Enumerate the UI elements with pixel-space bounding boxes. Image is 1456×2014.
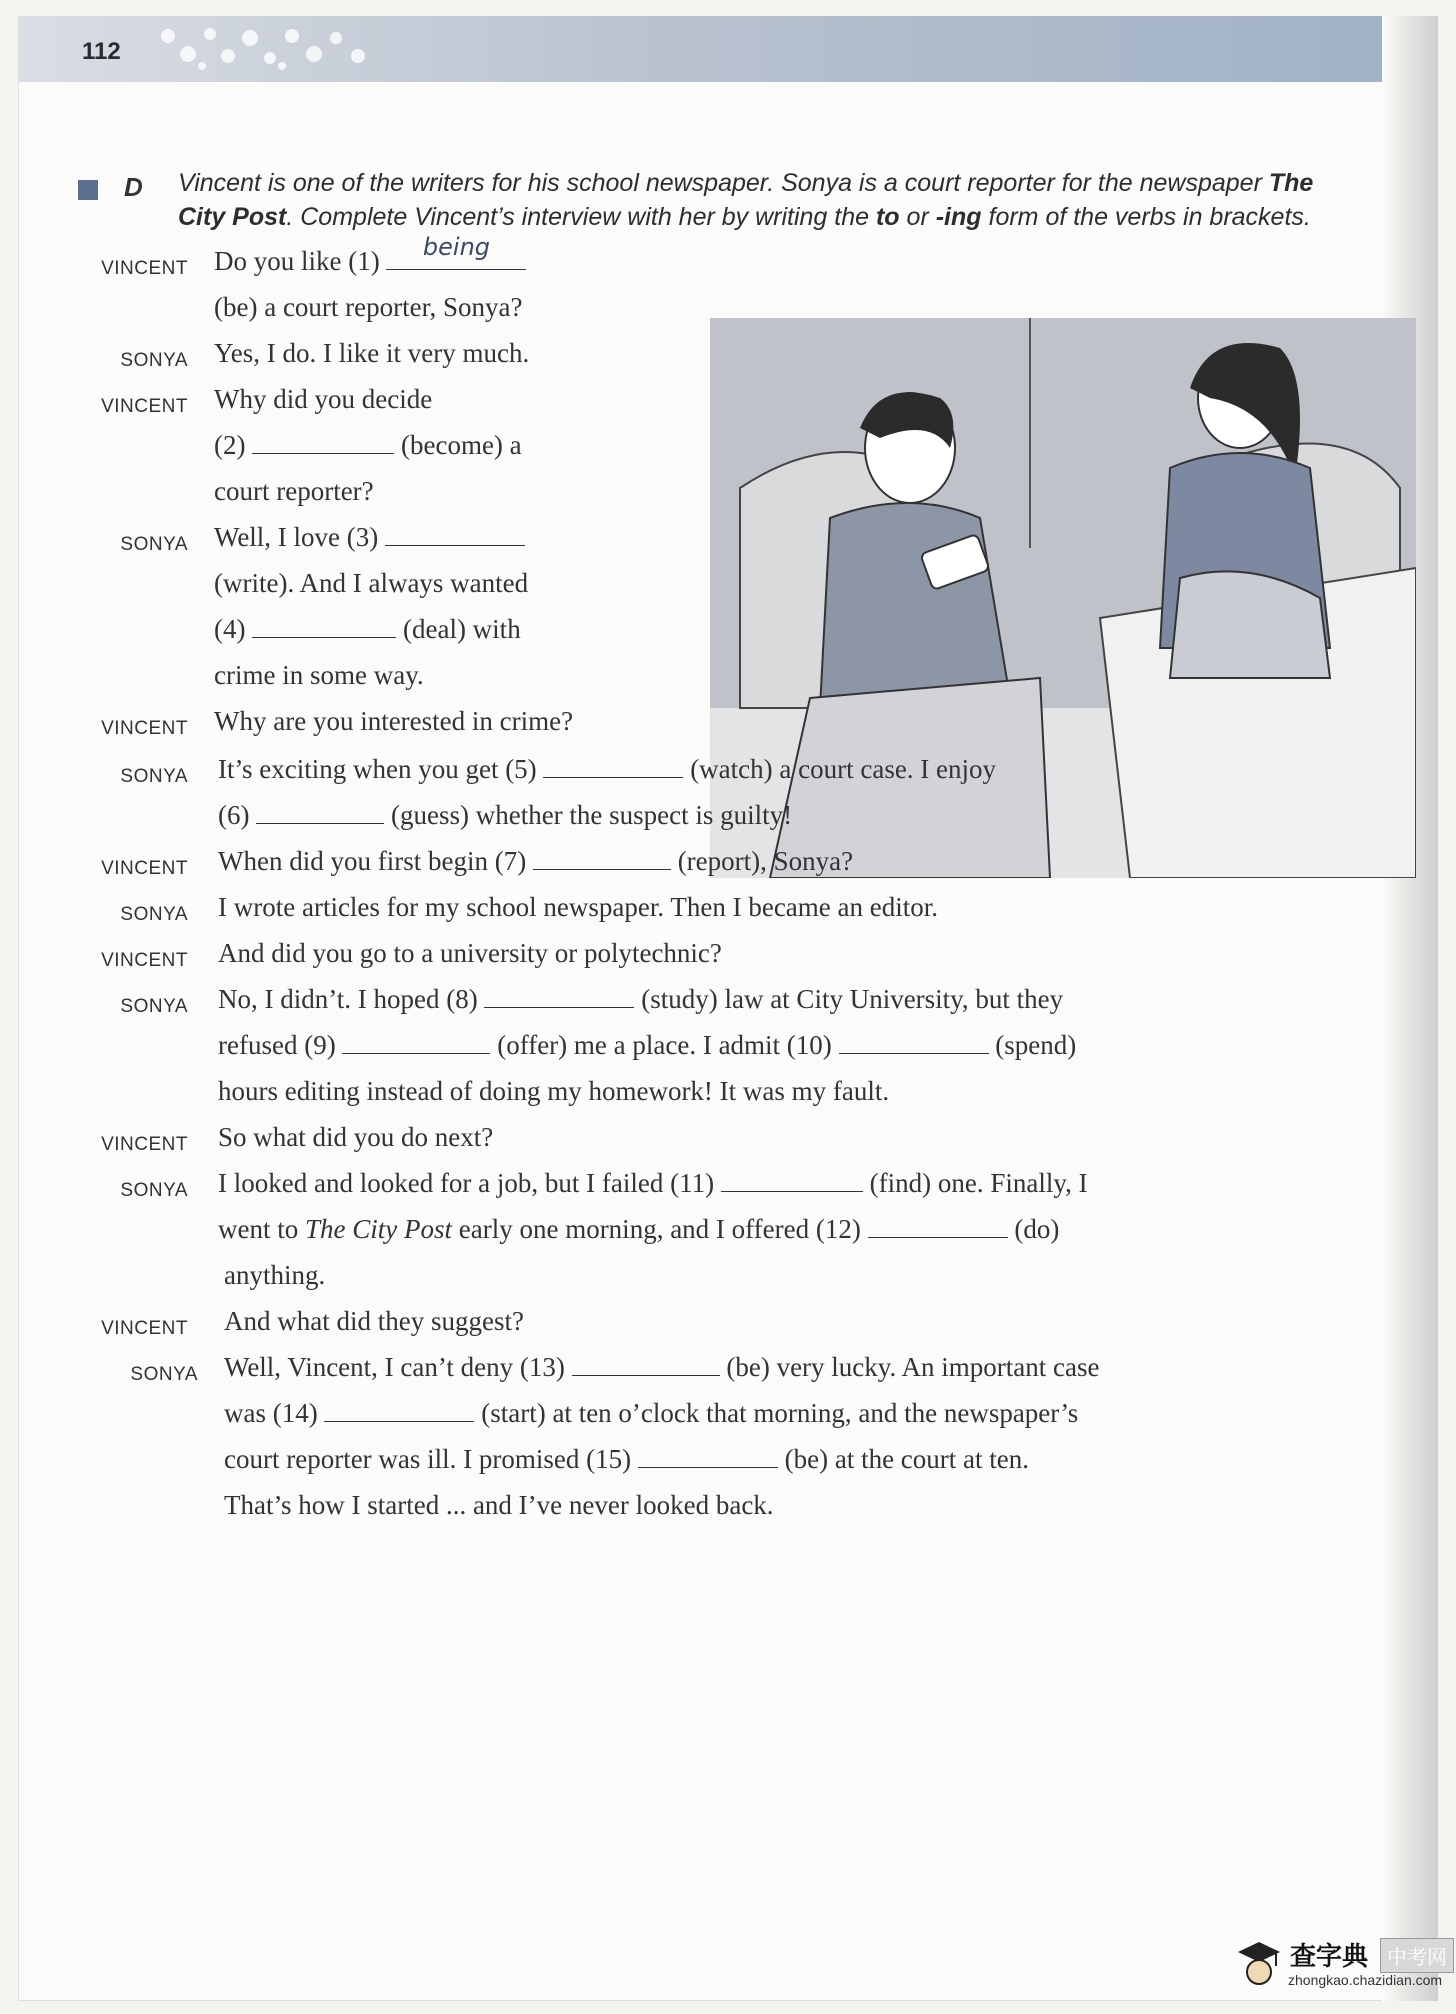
- graduation-cap-icon: [1236, 1938, 1282, 1990]
- dialogue-line: [214, 292, 523, 323]
- line-text: anything.: [224, 1260, 326, 1290]
- answer-blank-7[interactable]: [533, 847, 671, 870]
- textbook-page: [18, 16, 1447, 2001]
- line-text: Well, I love (3): [214, 522, 386, 552]
- line-text: (6): [218, 800, 257, 830]
- line-text: (spend): [988, 1030, 1077, 1060]
- answer-blank-8[interactable]: [484, 985, 634, 1008]
- speaker-label-vincent: VINCENT: [101, 1318, 188, 1339]
- exercise-marker-square: [78, 180, 98, 200]
- dialogue-line: [214, 660, 424, 691]
- dialogue-line: [224, 1398, 1078, 1429]
- line-text: And what did they suggest?: [224, 1306, 524, 1336]
- line-text: hours editing instead of doing my homework! It was my fault.: [218, 1076, 890, 1106]
- interview-illustration: [710, 318, 1416, 878]
- page-header-band: [18, 16, 1438, 82]
- line-text: Do you like (1): [214, 246, 387, 276]
- line-text: (become) a: [394, 430, 522, 460]
- line-text: When did you first begin (7): [218, 846, 533, 876]
- dialogue-line: [224, 1306, 524, 1337]
- exercise-letter: D: [124, 172, 143, 202]
- dialogue-line: [224, 1352, 1099, 1383]
- site-name: 查字典: [1290, 1941, 1369, 1971]
- speaker-label-sonya: SONYA: [120, 996, 188, 1017]
- line-text: court reporter?: [214, 476, 374, 506]
- handwritten-answer: being: [422, 233, 491, 261]
- line-text: No, I didn’t. I hoped (8): [218, 984, 485, 1014]
- dialogue-line: [214, 233, 526, 277]
- line-text: (write). And I always wanted: [214, 568, 529, 598]
- site-watermark: [1230, 1932, 1456, 2002]
- dialogue-line: [218, 800, 792, 831]
- line-text: (do): [1007, 1214, 1060, 1244]
- site-url: zhongkao.chazidian.com: [1288, 1972, 1443, 1988]
- speaker-label-vincent: VINCENT: [101, 858, 188, 879]
- decorative-dots: [158, 24, 378, 74]
- answer-blank-13[interactable]: [572, 1353, 720, 1376]
- dialogue-line: [218, 1122, 493, 1153]
- speaker-label-vincent: VINCENT: [101, 718, 188, 739]
- answer-blank-14[interactable]: [324, 1399, 474, 1422]
- answer-blank-15[interactable]: [638, 1445, 778, 1468]
- newspaper-name: The City Post: [305, 1214, 452, 1244]
- line-text: was (14): [224, 1398, 325, 1428]
- speaker-label-sonya: SONYA: [130, 1364, 198, 1385]
- line-text: (watch) a court case. I enjoy: [683, 754, 997, 784]
- line-text: went to: [218, 1214, 305, 1244]
- speaker-label-vincent: VINCENT: [101, 950, 188, 971]
- book-gutter-shadow: [1382, 16, 1438, 2001]
- line-text: (start) at ten o’clock that morning, and the newspaper’s: [474, 1398, 1079, 1428]
- dialogue-line: [218, 938, 722, 969]
- speaker-label-sonya: SONYA: [120, 350, 188, 371]
- line-text: (guess) whether the suspect is guilty!: [384, 800, 793, 830]
- instructions-ing: -ing: [935, 203, 982, 231]
- line-text: court reporter was ill. I promised (15): [224, 1444, 638, 1474]
- answer-blank-5[interactable]: [543, 755, 683, 778]
- dialogue-line: [218, 1168, 1088, 1199]
- line-text: Why did you decide: [214, 384, 433, 414]
- answer-blank-4[interactable]: [252, 615, 396, 638]
- instructions-to: to: [875, 203, 900, 231]
- dialogue-line: [218, 1214, 1059, 1245]
- answer-blank-9[interactable]: [342, 1031, 490, 1054]
- dialogue-line: [214, 568, 528, 599]
- dialogue-line: [218, 1030, 1076, 1061]
- dialogue-line: [218, 892, 938, 923]
- dialogue-line: [218, 1076, 889, 1107]
- answer-blank-3[interactable]: [385, 523, 525, 546]
- line-text: (deal) with: [396, 614, 521, 644]
- line-text: (find) one. Finally, I: [862, 1168, 1088, 1198]
- dialogue-line: [218, 984, 1063, 1015]
- speaker-label-sonya: SONYA: [120, 904, 188, 925]
- dialogue-line: [214, 706, 573, 737]
- line-text: refused (9): [218, 1030, 343, 1060]
- dialogue-line: [218, 846, 853, 877]
- line-text: crime in some way.: [214, 660, 424, 690]
- line-text: It’s exciting when you get (5): [218, 754, 544, 784]
- line-text: I looked and looked for a job, but I failed (11): [218, 1168, 721, 1198]
- line-text: (4): [214, 614, 253, 644]
- line-text: So what did you do next?: [218, 1122, 494, 1152]
- instructions-newspaper-name: The City Post: [178, 169, 1314, 231]
- speaker-label-vincent: VINCENT: [101, 1134, 188, 1155]
- dialogue-line: [218, 754, 996, 785]
- dialogue-line: [224, 1260, 325, 1291]
- speaker-label-vincent: VINCENT: [101, 258, 188, 279]
- line-text: That’s how I started ... and I’ve never looked back.: [224, 1490, 774, 1520]
- speaker-label-sonya: SONYA: [120, 534, 188, 555]
- speaker-label-sonya: SONYA: [120, 766, 188, 787]
- dialogue-line: [224, 1444, 1029, 1475]
- line-text: (2): [214, 430, 253, 460]
- dialogue-line: [214, 476, 374, 507]
- dialogue-line: [214, 522, 525, 553]
- dialogue-line: [214, 338, 529, 369]
- line-text: (offer) me a place. I admit (10): [490, 1030, 839, 1060]
- line-text: Yes, I do. I like it very much.: [214, 338, 530, 368]
- answer-blank-6[interactable]: [256, 801, 384, 824]
- answer-blank-11[interactable]: [721, 1169, 863, 1192]
- speaker-label-vincent: VINCENT: [101, 396, 188, 417]
- line-text: Well, Vincent, I can’t deny (13): [224, 1352, 572, 1382]
- answer-blank-10[interactable]: [839, 1031, 989, 1054]
- site-tag: 中考网: [1380, 1938, 1454, 1973]
- line-text: (be) very lucky. An important case: [719, 1352, 1100, 1382]
- dialogue-line: [214, 430, 522, 461]
- line-text: (be) a court reporter, Sonya?: [214, 292, 523, 322]
- dialogue-line: [214, 384, 432, 415]
- instructions-text-1: Vincent is one of the writers for his school newspaper. Sonya is a court reporter for the newspaper: [178, 169, 1269, 197]
- dialogue-line: [224, 1490, 774, 1521]
- exercise-instructions: [178, 166, 1358, 234]
- answer-blank-2[interactable]: [252, 431, 394, 454]
- line-text: (report), Sonya?: [670, 846, 854, 876]
- line-text: (be) at the court at ten.: [777, 1444, 1030, 1474]
- line-text: Why are you interested in crime?: [214, 706, 574, 736]
- instructions-text-2: . Complete Vincent’s interview with her by writing the: [286, 203, 876, 231]
- line-text: (study) law at City University, but they: [634, 984, 1064, 1014]
- dialogue-line: [214, 614, 521, 645]
- line-text: I wrote articles for my school newspaper. Then I became an editor.: [218, 892, 938, 922]
- line-text: early one morning, and I offered (12): [452, 1214, 868, 1244]
- answer-blank-1[interactable]: [386, 233, 526, 270]
- line-text: And did you go to a university or polytechnic?: [218, 938, 722, 968]
- instructions-text-3: or: [899, 203, 936, 231]
- speaker-label-sonya: SONYA: [120, 1180, 188, 1201]
- instructions-text-4: form of the verbs in brackets.: [981, 203, 1311, 231]
- answer-blank-12[interactable]: [868, 1215, 1008, 1238]
- page-number: 112: [82, 38, 121, 65]
